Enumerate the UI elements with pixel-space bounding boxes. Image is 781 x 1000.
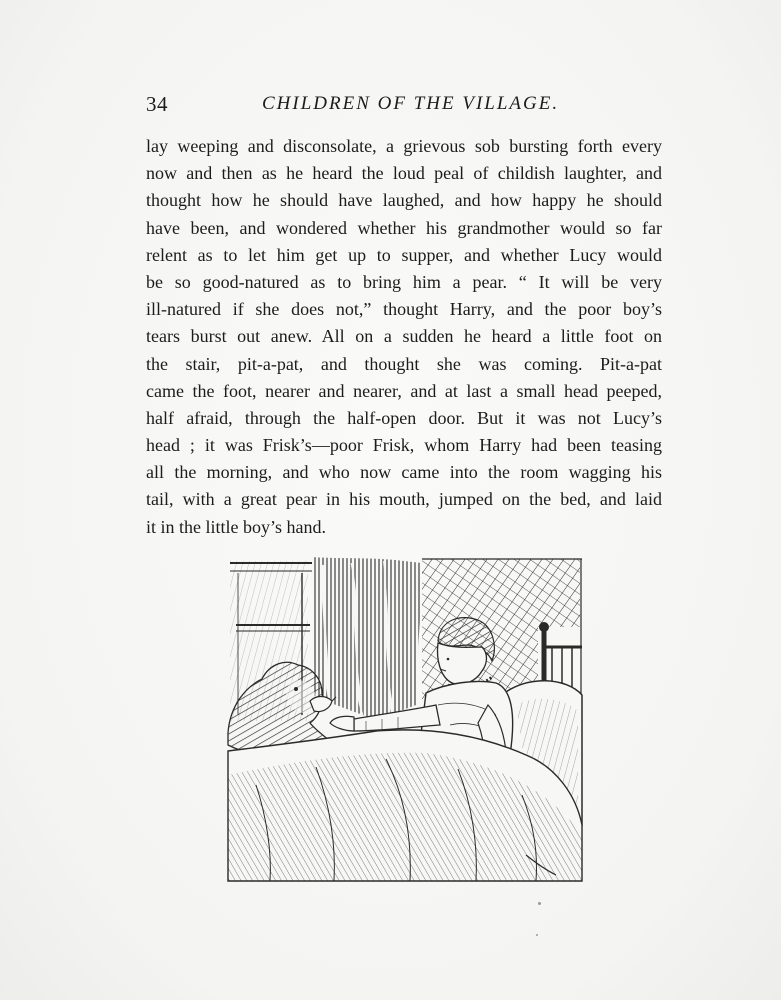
engraving-illustration [226, 555, 584, 885]
text-line: thought how he should have laughed, and how happy he should [146, 190, 662, 211]
text-line: came the foot, nearer and nearer, and at last a small head peeped, [146, 380, 662, 401]
page-header [146, 92, 656, 122]
running-title: CHILDREN OF THE VILLAGE. [262, 93, 560, 114]
body-paragraph [146, 133, 662, 541]
text-line: head ; it was Frisk’s—poor Frisk, whom Harry had been teasing [146, 435, 662, 456]
text-line: all the morning, and who now came into the room wagging his [146, 462, 662, 483]
text-line: ill-natured if she does not,” thought Harry, and the poor boy’s [146, 299, 662, 320]
text-line: tail, with a great pear in his mouth, jumped on the bed, and laid [146, 489, 662, 510]
page-number: 34 [146, 92, 168, 116]
text-line: tears burst out anew. All on a sudden he heard a little foot on [146, 326, 662, 347]
text-line: the stair, pit-a-pat, and thought she was coming. Pit-a-pat [146, 353, 662, 374]
ink-speck [538, 902, 541, 905]
text-line: it in the little boy’s hand. [146, 516, 326, 537]
curtain [312, 557, 422, 720]
ink-speck [536, 934, 538, 936]
text-line: now and then as he heard the loud peal of childish laughter, and [146, 163, 662, 184]
text-line: lay weeping and disconsolate, a grievous sob bursting forth every [146, 136, 662, 156]
engraving-svg [226, 555, 584, 885]
text-line: relent as to let him get up to supper, and whether Lucy would [146, 244, 662, 265]
text-line: have been, and wondered whether his grandmother would so far [146, 217, 662, 238]
text-line: be so good-natured as to bring him a pear. “ It will be very [146, 271, 662, 292]
text-line: half afraid, through the half-open door. But it was not Lucy’s [146, 407, 662, 428]
